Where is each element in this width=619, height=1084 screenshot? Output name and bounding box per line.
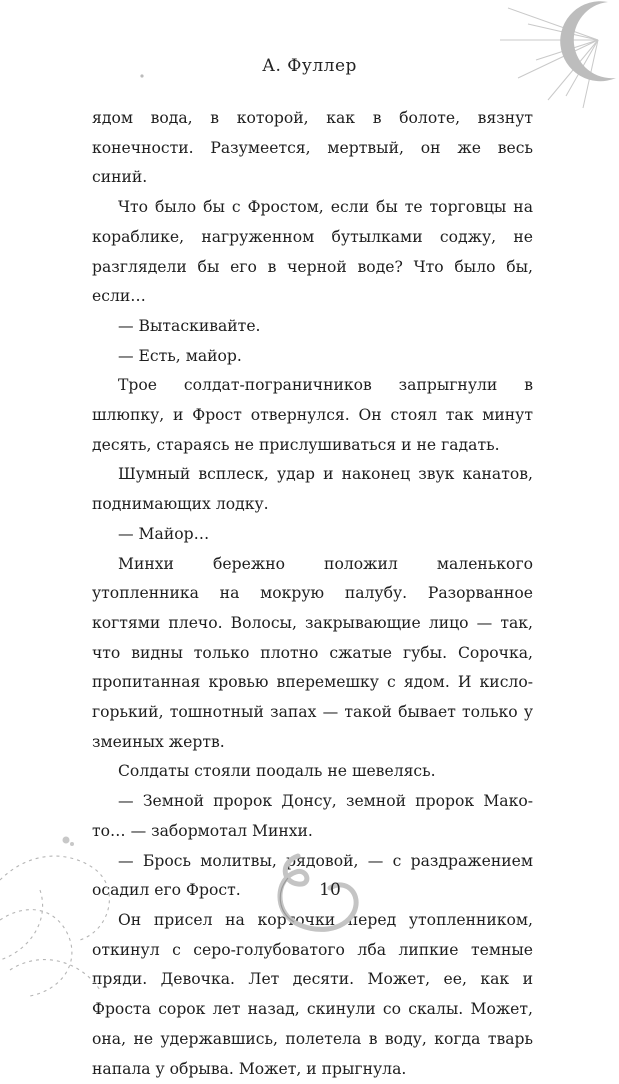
paragraph: Трое солдат-пограничников запрыгнули в шлюпку, и Фрост отвернулся. Он стоял так минут десять, стараясь не прислушиваться и не гадать. — [92, 376, 533, 454]
paragraph: Шумный всплеск, удар и наконец звук канатов, поднимающих лодку. — [92, 465, 533, 514]
paragraph: Солдаты стояли поодаль не шевелясь. — [118, 762, 436, 781]
paragraph: Что было бы с Фростом, если бы те торговцы на кораблике, нагруженном бутылками соджу, не разглядели бы его в черной воде? Что было бы, если… — [92, 198, 533, 306]
paragraph: — Вытаскивайте. — [118, 316, 261, 335]
paragraph: — Майор… — [118, 524, 210, 543]
paragraph: — Земной пророк Донсу, земной пророк Макото… — забормотал Минхи. — [92, 792, 533, 840]
paragraph: Минхи бережно положил маленького утопленника на мокрую палубу. Разорванное когтями плечо. Волосы, закрывающие лицо — так, что видны только плотно сжатые губы. Сорочка, пропитанная кровью вперемешку с ядом. И кисло-горький, тошнотный запах — такой бывает только у змеиных жертв. — [92, 554, 533, 751]
running-title: А. Фуллер — [262, 56, 357, 76]
paragraph: Он присел на корточки перед утопленником, откинул с серо-голубоватого лба липкие темные пряди. Девочка. Лет десяти. Может, ее, как и Фроста сорок лет назад, скинули со скалы. Может, она, не удержавшись, полетела в воду, когда тварь напала у обрыва. Может, и прыгнула. — [92, 910, 533, 1078]
constellation-ornament — [0, 820, 140, 1000]
page-number: 10 — [319, 880, 341, 900]
paragraph: — Есть, майор. — [118, 346, 242, 365]
sun-moon-ornament — [488, 0, 619, 110]
paragraph: ядом вода, в которой, как в болоте, вязнут конечности. Разумеется, мертвый, он же весь синий. — [92, 109, 533, 187]
paragraph: — Брось молитвы, рядовой, — с раздражением осадил его Фрост. — [92, 851, 533, 900]
